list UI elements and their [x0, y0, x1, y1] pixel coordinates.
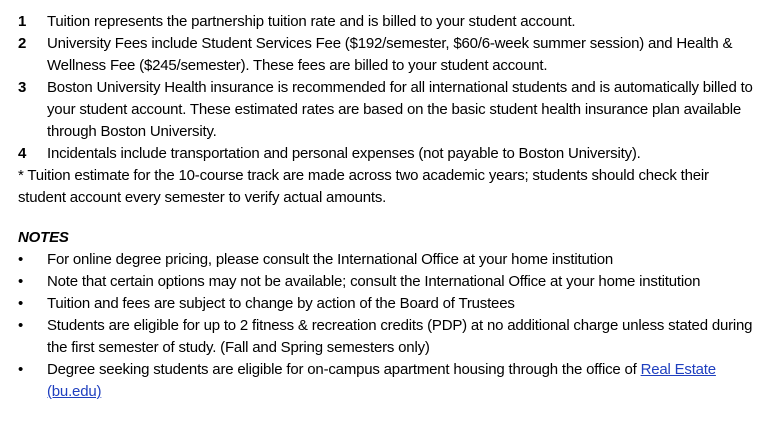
- footnote-text: Incidentals include transportation and personal expenses (not payable to Boston University).: [47, 145, 641, 162]
- housing-note-text: Degree seeking students are eligible for on-campus apartment housing through the office of: [47, 361, 641, 378]
- footnote-number: 3: [18, 79, 27, 96]
- note-text: Note that certain options may not be available; consult the International Office at your home institution: [47, 273, 701, 290]
- bullet-icon: •: [18, 317, 24, 334]
- tuition-estimate-note: * Tuition estimate for the 10-course track are made across two academic years; students should check their student account every semester to verify actual amounts.: [18, 167, 709, 206]
- footnote-1: [18, 11, 756, 33]
- footnote-text: Boston University Health insurance is recommended for all international students and is automatically billed to your student account. These estimated rates are based on the basic student health insurance plan available through Boston University.: [47, 79, 753, 140]
- list-item: [18, 315, 756, 359]
- note-text: Tuition and fees are subject to change by action of the Board of Trustees: [47, 295, 515, 312]
- notes-heading: NOTES: [18, 229, 69, 246]
- list-item: [18, 249, 756, 271]
- footnote-4: [18, 143, 756, 165]
- bullet-icon: •: [18, 273, 24, 290]
- footnote-number: 1: [18, 13, 27, 30]
- bullet-icon: •: [18, 361, 24, 378]
- list-item: [18, 271, 756, 293]
- real-estate-link[interactable]: Real Estate (bu.edu): [47, 361, 716, 400]
- footnote-number: 2: [18, 35, 27, 52]
- footnote-3: [18, 77, 756, 143]
- notes-list: [18, 249, 756, 403]
- footnote-2: [18, 33, 756, 77]
- footnote-text: Tuition represents the partnership tuition rate and is billed to your student account.: [47, 13, 576, 30]
- footnote-number: 4: [18, 145, 27, 162]
- note-text: [47, 359, 756, 403]
- bullet-icon: •: [18, 295, 24, 312]
- note-text: Students are eligible for up to 2 fitness & recreation credits (PDP) at no additional charge unless stated during the first semester of study. (Fall and Spring semesters only): [47, 317, 753, 356]
- note-text: For online degree pricing, please consult the International Office at your home institution: [47, 251, 614, 268]
- list-item: [18, 359, 756, 403]
- bullet-icon: •: [18, 251, 24, 268]
- footnote-text: University Fees include Student Services Fee ($192/semester, $60/6-week summer session) and Health & Wellness Fee ($245/semester). These fees are billed to your student account.: [47, 35, 733, 74]
- list-item: [18, 293, 756, 315]
